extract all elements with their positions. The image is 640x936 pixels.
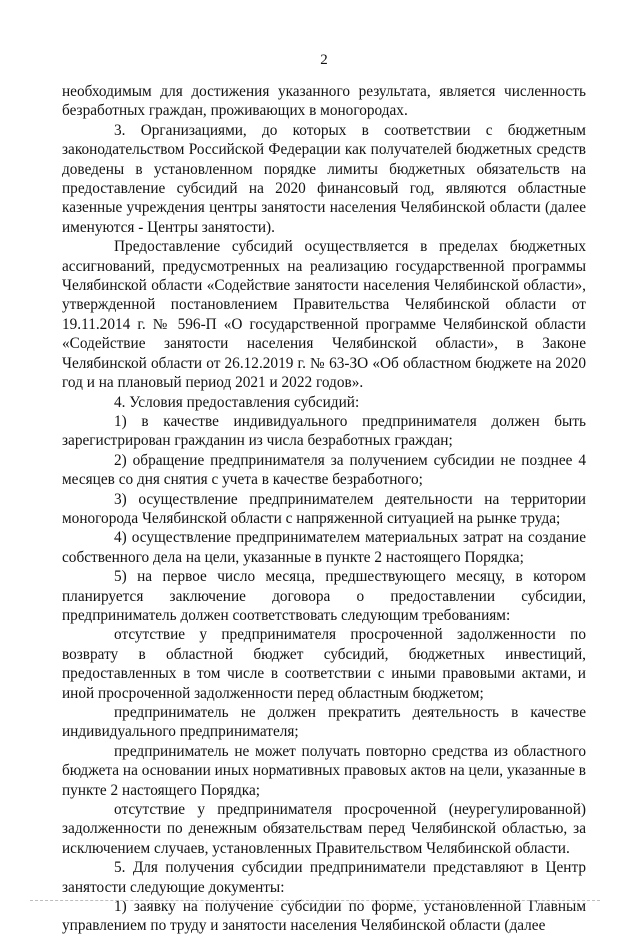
paragraph-document-1: 1) заявку на получение субсидии по форме, установленной Главным управлением по труду и занятости населения Челябинской области (далее	[62, 898, 586, 935]
paragraph-condition-5: 5) на первое число месяца, предшествующего месяцу, в котором планируется заключение договора о предоставлении субсидии, предприниматель должен соответствовать следующим требованиям:	[62, 568, 586, 624]
scan-bottom-edge	[30, 899, 600, 901]
paragraph-condition-3: 3) осуществление предпринимателем деятельности на территории моногорода Челябинской области с напряженной ситуацией на рынке труда;	[62, 490, 586, 527]
paragraph-item-4-heading: 4. Условия предоставления субсидий:	[114, 393, 360, 411]
paragraph-condition-4: 4) осуществление предпринимателем материальных затрат на создание собственного дела на цели, указанные в пункте 2 настоящего Порядка;	[62, 529, 586, 566]
paragraph-continuation: необходимым для достижения указанного результата, является численность безработных граждан, проживающих в моногородах.	[62, 83, 586, 120]
paragraph-item-5-heading: 5. Для получения субсидии предприниматели представляют в Центр занятости следующие документы:	[62, 859, 586, 896]
paragraph-requirement-obligations: отсутствие у предпринимателя просроченной (неурегулированной) задолженности по денежным обязательствам перед Челябинской областью, за исключением случаев, установленных Правительством Челябинской области.	[62, 801, 586, 857]
paragraph-subsidy-funding: Предоставление субсидий осуществляется в пределах бюджетных ассигнований, предусмотренных на реализацию государственной программы Челябинской области «Содействие занятости населения Челябинской области», утвержденной постановлением Правительства Челябинской области от 19.11.2014 г. № 596-П «О государственной программе Челябинской области «Содействие занятости населения Челябинской области», в Законе Челябинской области от 26.12.2019 г. № 63-ЗО «Об областном бюджете на 2020 год и на плановый период 2021 и 2022 годов».	[62, 238, 586, 392]
document-body	[62, 82, 586, 936]
page-number: 2	[320, 52, 328, 68]
paragraph-requirement-debt: отсутствие у предпринимателя просроченной задолженности по возврату в областной бюджет субсидий, бюджетных инвестиций, предоставленных в том числе в соответствии с иными правовыми актами, и иной просроченной задолженности перед областным бюджетом;	[62, 626, 586, 702]
paragraph-condition-1: 1) в качестве индивидуального предпринимателя должен быть зарегистрирован гражданин из числа безработных граждан;	[62, 412, 586, 450]
paragraph-condition-2: 2) обращение предпринимателя за получением субсидии не позднее 4 месяцев со дня снятия с учета в качестве безработного;	[62, 451, 586, 489]
paragraph-item-3: 3. Организациями, до которых в соответствии с бюджетным законодательством Российской Федерации как получателей бюджетных средств доведены в установленном порядке лимиты бюджетных обязательств на предоставление субсидий на 2020 финансовый год, являются областные казенные учреждения центры занятости населения Челябинской области (далее именуются - Центры занятости).	[62, 121, 586, 236]
paragraph-requirement-activity: предприниматель не должен прекратить деятельность в качестве индивидуального предпринимателя;	[62, 704, 586, 741]
paragraph-requirement-repeat-funds: предприниматель не может получать повторно средства из областного бюджета на основании иных нормативных правовых актов на цели, указанные в пункте 2 настоящего Порядка;	[62, 742, 586, 799]
